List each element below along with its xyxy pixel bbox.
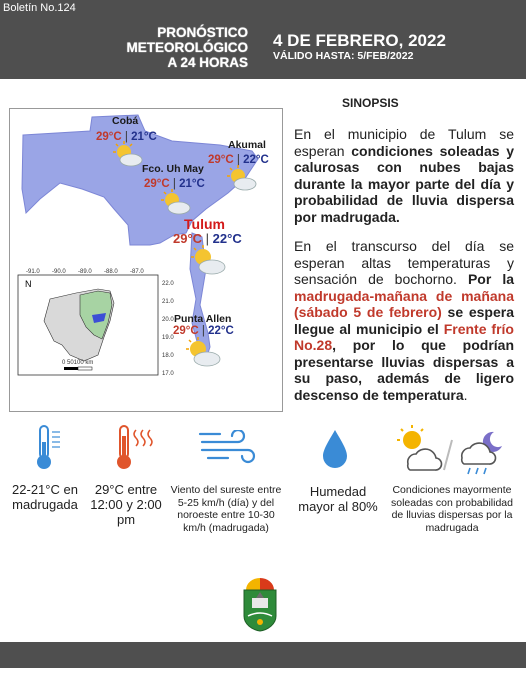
partly-cloudy-rain-night-icon — [390, 424, 508, 478]
caption-night-temp: 22-21°C en madrugada — [12, 482, 78, 512]
temp-max: 29°C — [208, 154, 234, 166]
tulum-map — [9, 108, 283, 412]
synopsis-text-run: madrugada-mañana de mañana (sábado 5 de febrero) — [294, 287, 514, 320]
valid-until: VÁLIDO HASTA: 5/FEB/2022 — [273, 50, 414, 62]
lat-tick: 22.0 — [162, 281, 174, 287]
caption-conditions: Condiciones mayormente soleadas con probabilidad de lluvias dispersas por la madrugada — [390, 484, 513, 534]
caption-humidity: Humedad mayor al 80% — [298, 484, 378, 514]
lon-tick: -89.0 — [78, 269, 92, 275]
forecast-date: 4 DE FEBRERO, 2022 — [273, 31, 446, 50]
synopsis-paragraph-1 — [294, 126, 514, 225]
sun-cloud-icon — [112, 141, 144, 167]
temp-coba: 29°C | 21°C — [96, 131, 157, 143]
synopsis-text-run: Por la — [467, 271, 514, 287]
inset-map — [14, 265, 190, 381]
sun-cloud-icon — [185, 337, 221, 367]
forecast-title-line: A 24 HORAS — [167, 55, 248, 70]
lon-tick: -88.0 — [104, 269, 118, 275]
temp-min: 22°C — [212, 231, 242, 246]
lat-tick: 18.0 — [162, 353, 174, 359]
lon-tick: -87.0 — [130, 269, 144, 275]
north-arrow — [25, 279, 32, 289]
synopsis-text-run: En el transcurso del día se esperan altas temperaturas y sensación de bochorno. — [294, 238, 514, 287]
lat-tick: 21.0 — [162, 299, 174, 305]
sun-cloud-icon — [190, 245, 226, 275]
city-label-punta-allen: Punta Allen — [174, 313, 232, 325]
forecast-title-line: METEOROLÓGICO — [126, 40, 248, 55]
lon-tick: -90.0 — [52, 269, 66, 275]
caption-max-temp: 29°C entre 12:00 y 2:00 pm — [90, 482, 162, 527]
inset-map-graphic — [14, 265, 190, 381]
sun-cloud-icon — [160, 189, 192, 215]
synopsis-text-run: . — [463, 386, 468, 403]
forecast-title — [98, 25, 248, 70]
temp-max: 29°C — [96, 131, 122, 143]
city-label-akumal: Akumal — [228, 139, 266, 151]
thermometer-hot-icon — [112, 424, 160, 472]
city-label-tulum: Tulum — [184, 216, 225, 232]
lat-tick: 20.0 — [162, 317, 174, 323]
lat-tick: 17.0 — [162, 371, 174, 377]
humidity-drop-icon — [320, 428, 350, 470]
wind-icon — [198, 430, 256, 466]
temp-max: 29°C — [173, 231, 203, 246]
bulletin-number: Boletín No.124 — [3, 2, 76, 14]
city-label-coba: Cobá — [112, 115, 139, 127]
temp-tulum: 29°C | 22°C — [173, 231, 242, 246]
city-label-fco-uh-may: Fco. Uh May — [142, 163, 204, 175]
synopsis-title: SINOPSIS — [342, 96, 399, 110]
synopsis-paragraph-2 — [294, 238, 514, 403]
temp-max: 29°C — [144, 178, 170, 190]
synopsis-text-run: En el municipio de Tulum se esperan — [294, 126, 514, 159]
lat-tick: 19.0 — [162, 335, 174, 341]
temp-punta-allen: 29°C | 22°C — [173, 325, 234, 337]
caption-wind: Viento del sureste entre 5-25 km/h (día) y del noroeste entre 10-30 km/h (madrugada) — [170, 484, 282, 534]
temp-akumal: 29°C | 22°C — [208, 154, 269, 166]
synopsis-text-run: condiciones soleadas y calurosas con nubes bajas durante la mayor parte del día y probabilidad de lluvia dispersa por madrugada. — [294, 142, 514, 225]
scale-label: 0 50100 km — [62, 360, 94, 366]
municipal-shield-logo — [240, 576, 280, 632]
forecast-title-line: PRONÓSTICO — [157, 25, 248, 40]
temp-min: 22°C — [243, 154, 269, 166]
sun-cloud-icon — [226, 165, 258, 191]
temp-min: 21°C — [131, 131, 157, 143]
lon-tick: -91.0 — [26, 269, 40, 275]
temp-min: 21°C — [179, 178, 205, 190]
temp-fco-uh-may: 29°C | 21°C — [144, 178, 205, 190]
synopsis-text-run: se espera llegue al municipio el — [294, 304, 514, 337]
synopsis-text-run: , por lo que podrían presentarse lluvias dispersas a su paso, además de ligero descenso de temperatura — [294, 337, 514, 403]
thermometer-cold-icon — [32, 424, 62, 472]
synopsis-text-run: Frente frío No.28 — [294, 320, 514, 353]
header-bar — [0, 0, 526, 79]
north-label: N — [25, 279, 32, 289]
temp-max: 29°C — [173, 325, 199, 337]
temp-min: 22°C — [208, 325, 234, 337]
footer-bar — [0, 642, 526, 668]
